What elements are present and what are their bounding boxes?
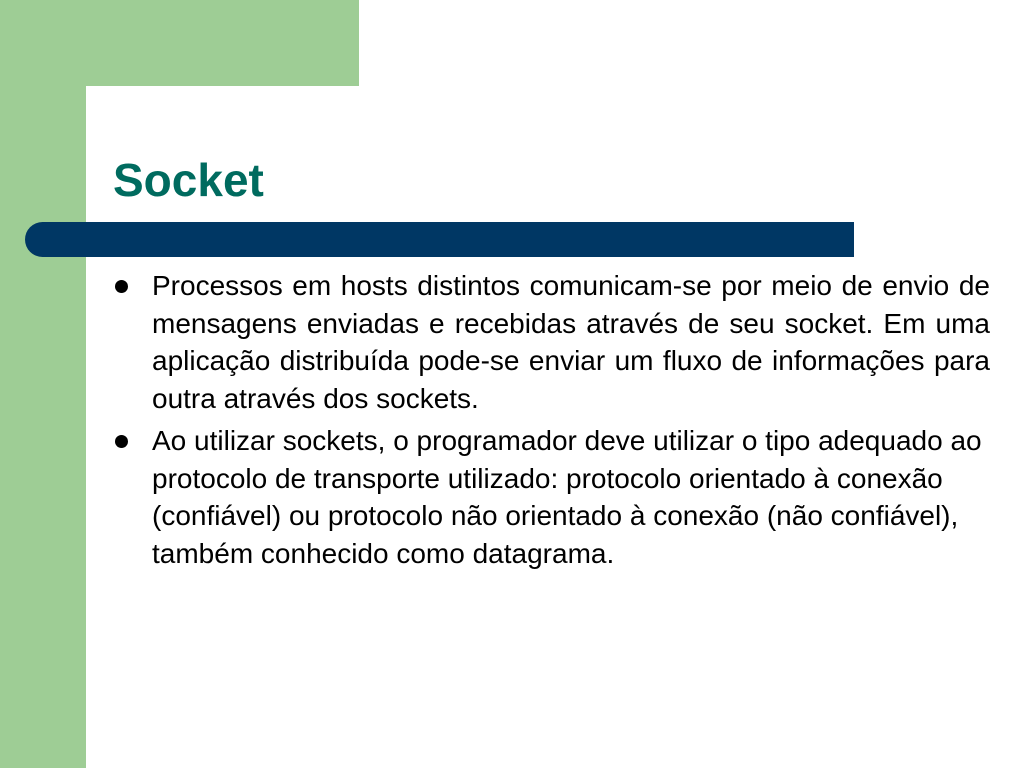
decorative-green-block bbox=[0, 0, 359, 86]
bullet-item bbox=[113, 422, 990, 572]
title-underline-bar bbox=[25, 222, 854, 257]
bullet-text: Ao utilizar sockets, o programador deve utilizar o tipo adequado ao protocolo de transporte utilizado: protocolo orientado à conexão (confiável) ou protocolo não orientado à conexão (não confiável), também conhecido como datagrama. bbox=[152, 425, 982, 569]
bullet-text: Processos em hosts distintos comunicam-se por meio de envio de mensagens enviadas e recebidas através de seu socket. Em uma aplicação distribuída pode-se enviar um fluxo de informações para outra através dos sockets. bbox=[152, 270, 990, 414]
bullet-dot-icon bbox=[115, 280, 128, 293]
bullet-dot-icon bbox=[115, 435, 128, 448]
bullet-item bbox=[113, 267, 990, 417]
bullet-list bbox=[113, 267, 990, 577]
slide-title: Socket bbox=[113, 154, 264, 206]
decorative-green-band bbox=[0, 0, 86, 768]
